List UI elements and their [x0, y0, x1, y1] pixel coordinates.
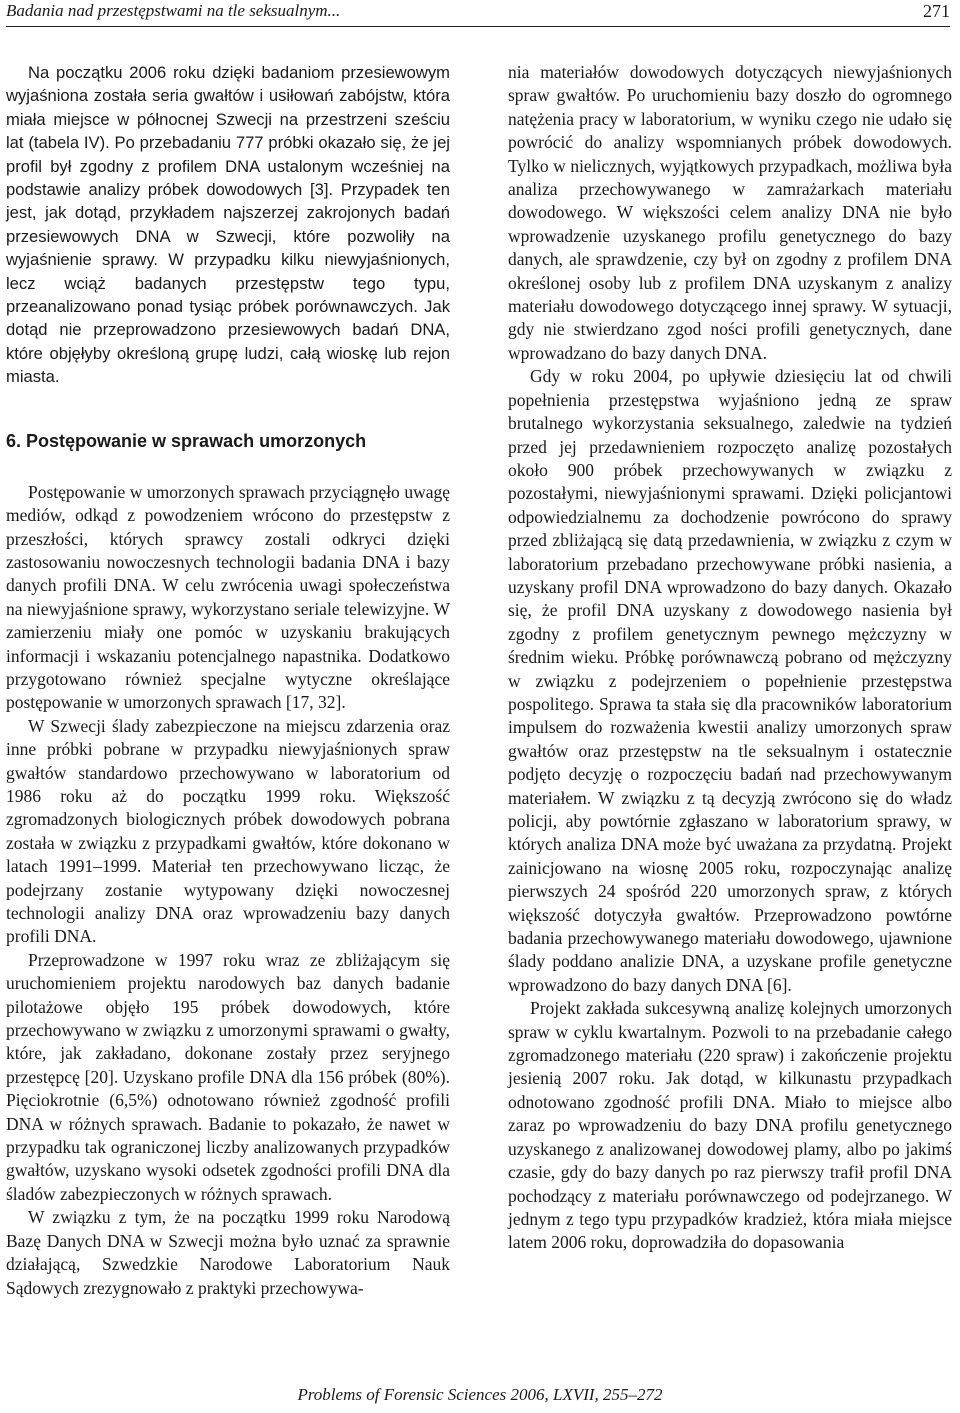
- running-title: Badania nad przestępstwami na tle seksualnym...: [6, 1, 341, 20]
- body-paragraph: Gdy w roku 2004, po upływie dziesięciu lat od chwili popełnienia przestępstwa wyjaśniono jedną ze spraw brutalnego wykorzystania seksualnego, zaledwie na tydzień przed jej przedawnieniem rozpoczęto analizę pozostałych około 900 próbek przechowywanych w związku z pozostałymi, niewyjaśnionymi sprawami. Dzięki policjantowi odpowiedzialnemu za dochodzenie powrócono do sprawy przed zbliżającą się datą przedawnienia, w związku z czym w laboratorium przebadano przechowywane próbki nasienia, a uzyskany profil DNA wprowadzono do bazy danych. Okazało się, że profil DNA uzyskany z dowodowego nasienia był zgodny z profilem genetycznym pewnego mężczyzny w średnim wieku. Próbkę porównawczą pobrano od mężczyzny w związku z podejrzeniem o popełnienie przestępstwa pospolitego. Sprawa ta stała się dla pracowników laboratorium impulsem do rozważenia kwestii analizy umorzonych spraw gwałtów oraz przestępstw na tle seksualnym i ostatecznie podjęto decyzję o rozpoczęciu badań nad przechowywanym materiałem. W związku z tą decyzją zwrócono się do władz policji, aby powtórnie zgłaszano w laboratorium sprawy, w których analiza DNA może być uważana za przydatną. Projekt zainicjowano na wiosnę 2005 roku, rozpoczynając analizę pierwszych 24 spośród 220 umorzonych spraw, z których większość dotyczyła gwałtów. Przeprowadzono powtórne badania przechowywanego materiału dowodowego, ujawnione ślady poddano analizie DNA, a uzyskane profile genetyczne wprowadzono do bazy danych DNA [6].: [508, 366, 952, 995]
- body-paragraph: Postępowanie w umorzonych sprawach przyciągnęło uwagę mediów, odkąd z powodzeniem wrócono do przestępstw z przeszłości, których sprawcy zostali odkryci dzięki zastosowaniu nowoczesnych technologii badania DNA i bazy danych profili DNA. W celu zwrócenia uwagi społeczeństwa na niewyjaśnione sprawy, wykorzystano seriale telewizyjne. W zamierzeniu miały one pomóc w uzyskaniu brakujących informacji i wskazaniu potencjalnego napastnika. Dodatkowo przygotowano również specjalne wytyczne określające postępowanie w umorzonych sprawach [17, 32].: [6, 481, 450, 713]
- left-column: [6, 61, 450, 1300]
- body-paragraph: W związku z tym, że na początku 1999 roku Narodową Bazę Danych DNA w Szwecji można było uznać za sprawnie działającą, Szwedzkie Narodowe Laboratorium Nauk Sądowych zrezygnowało z praktyki przechowywa-: [6, 1207, 450, 1298]
- continued-paragraph: nia materiałów dowodowych dotyczących niewyjaśnionych spraw gwałtów. Po uruchomieniu bazy doszło do ogromnego natężenia pracy w laboratorium, w wyniku czego nie udało się powrócić do analizy wspomnianych próbek dowodowych. Tylko w nielicznych, wyjątkowych przypadkach, możliwa była analiza przechowywanego w zamrażarkach materiału dowodowego. W większości celem analizy DNA nie było wprowadzenie uzyskanego profilu genetycznego do bazy danych, ale sprawdzenie, czy był on zgodny z profilem DNA określonej osoby lub z profilem DNA uzyskanym z analizy materiału dowodowego dotyczącego innej sprawy. W sytuacji, gdy nie stwierdzano zgod ności profili genetycznych, dane wprowadzano do bazy danych DNA.: [508, 62, 952, 363]
- journal-footer: Problems of Forensic Sciences 2006, LXVII, 255–272: [297, 1385, 663, 1404]
- running-header: [6, 0, 950, 27]
- right-column: [508, 61, 952, 1255]
- body-paragraph: W Szwecji ślady zabezpieczone na miejscu zdarzenia oraz inne próbki pobrane w przypadku niewyjaśnionych spraw gwałtów standardowo przechowywano w laboratorium od 1986 roku aż do początku 1999 roku. Większość zgromadzonych biologicznych próbek dowodowych pobrana została w związku z przypadkami gwałtów, które dokonano w latach 1991–1999. Materiał ten przechowywano licząc, że podejrzany zostanie wytypowany dzięki nowoczesnej technologii analizy DNA oraz wprowadzeniu bazy danych profili DNA.: [6, 715, 450, 947]
- body-paragraph: Projekt zakłada sukcesywną analizę kolejnych umorzonych spraw w cyklu kwartalnym. Pozwoli to na przebadanie całego zgromadzonego materiału (220 spraw) i zakończenie projektu jesienią 2007 roku. Jak dotąd, w kilkunastu przypadkach odnotowano zgodność profili DNA. Miało to miejsce albo zaraz po wprowadzeniu do bazy DNA profilu genetycznego uzyskanego z analizowanej dowodowej plamy, albo po jakimś czasie, gdy do bazy danych po raz pierwszy trafił profil DNA pochodzący z materiału porównawczego od podejrzanego. W jednym z tego typu przypadków kradzież, która miała miejsce latem 2006 roku, doprowadziła do dopasowania: [508, 998, 952, 1253]
- intro-paragraph: Na początku 2006 roku dzięki badaniom przesiewowym wyjaśniona została seria gwałtów i usiłowań zabójstw, która miała miejsce w północnej Szwecji na przestrzeni sześciu lat (tabela IV). Po przebadaniu 777 próbki okazało się, że jej profil był zgodny z profilem DNA ustalonym wcześniej na podstawie analizy próbek dowodowych [3]. Przypadek ten jest, jak dotąd, przykładem najszerzej zakrojonych badań przesiewowych DNA w Szwecji, które pozwoliły na wyjaśnienie sprawy. W przypadku kilku niewyjaśnionych, lecz wciąż badanych przestępstw tego typu, przeanalizowano ponad tysiąc próbek porównawczych. Jak dotąd nie przeprowadzono przesiewowych badań DNA, które objęłyby określoną grupę ludzi, całą wioskę lub rejon miasta.: [6, 63, 450, 387]
- section-heading: 6. Postępowanie w sprawach umorzonych: [6, 430, 367, 451]
- page-number: 271: [923, 1, 950, 21]
- body-paragraph: Przeprowadzone w 1997 roku wraz ze zbliżającym się uruchomieniem projektu narodowych baz danych badanie pilotażowe objęło 195 próbek dowodowych, które przechowywano w związku z umorzonymi sprawami o gwałty, które, jak zakładano, dokonane zostały przez seryjnego przestępcę [20]. Uzyskano profile DNA dla 156 próbek (80%). Pięciokrotnie (6,5%) odnotowano również zgodność profili DNA w różnych sprawach. Badanie to pokazało, że nawet w przypadku tak ograniczonej liczby analizowanych przypadków gwałtów, uzyskano wysoki odsetek zgodności profili DNA dla śladów zabezpieczonych w różnych sprawach.: [6, 949, 450, 1204]
